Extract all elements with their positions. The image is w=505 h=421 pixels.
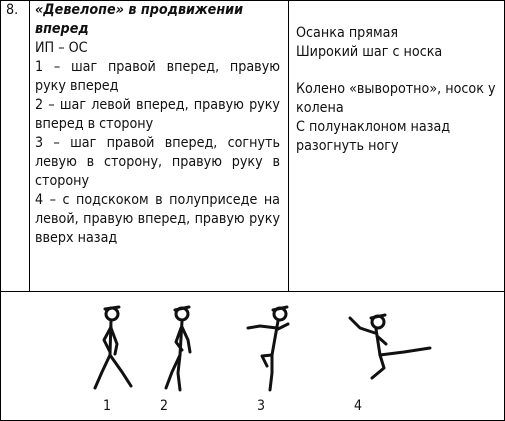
stick-figure-leap-icon [342, 300, 434, 396]
figure-label-2: 2 [160, 398, 169, 414]
stick-figure-walk-icon [158, 300, 202, 396]
note-step: Широкий шаг с носка [296, 44, 443, 60]
stick-figure-step-icon [88, 300, 138, 396]
step-4: 4 – с подскоком в полуприседе на левой, правую вперед, правую руку вверх назад [35, 192, 280, 246]
figure-label-4: 4 [354, 398, 363, 414]
exercise-notes [296, 24, 503, 156]
exercise-description [35, 1, 280, 248]
column-divider-2 [288, 0, 289, 292]
note-knee: Колено «выворотно», носок у колена [296, 81, 496, 116]
note-extend: С полунаклоном назад разогнуть ногу [296, 119, 451, 154]
step-3: 3 – шаг правой вперед, согнуть левую в сторону, правую руку в сторону [35, 135, 280, 189]
column-divider-1 [29, 0, 30, 292]
figure-label-1: 1 [103, 398, 112, 414]
stick-figure-knee-raise-icon [242, 300, 296, 396]
table-divider [0, 291, 505, 292]
step-1: 1 – шаг правой вперед, правую руку вперед [35, 59, 280, 94]
exercise-title: «Девелопе» в продвижении вперед [35, 2, 244, 37]
figure-label-3: 3 [257, 398, 266, 414]
step-start: ИП – ОС [35, 40, 88, 56]
step-2: 2 – шаг левой вперед, правую руку вперед в сторону [35, 97, 280, 132]
note-posture: Осанка прямая [296, 25, 399, 41]
row-number: 8. [6, 2, 19, 18]
